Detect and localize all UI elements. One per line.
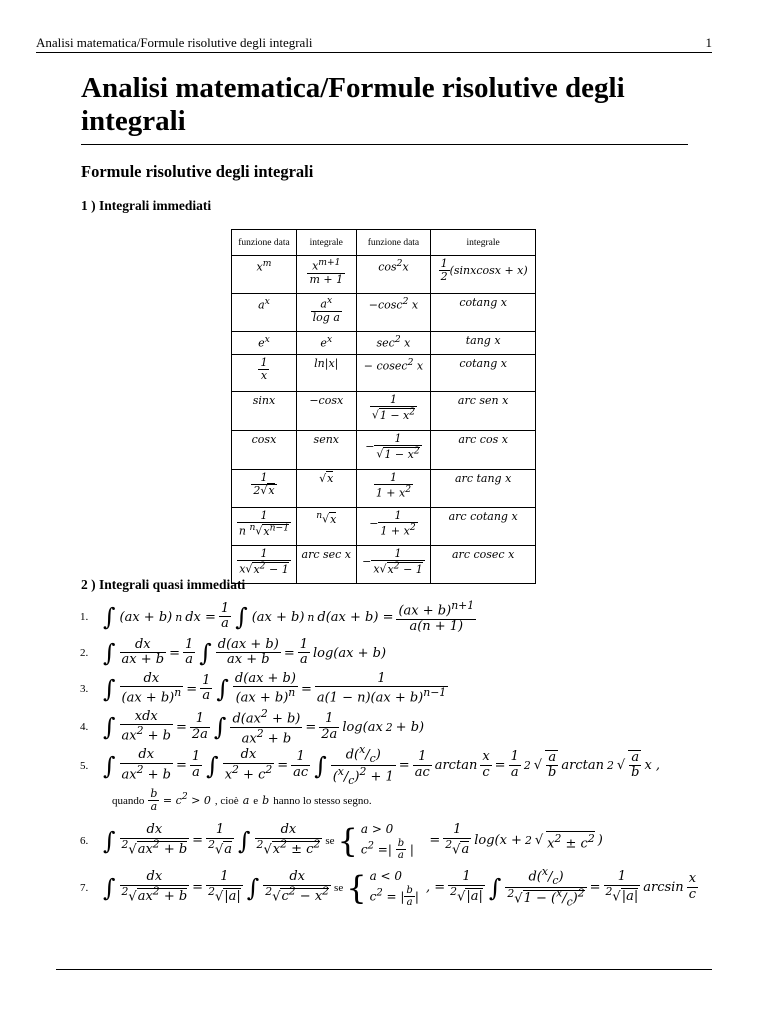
- table-header: funzione data: [356, 230, 431, 256]
- integrals-table: [231, 229, 536, 584]
- table-cell: arc sec x: [296, 546, 356, 584]
- formula-item: [80, 866, 698, 909]
- formula-item: [80, 820, 603, 862]
- subtitle: Formule risolutive degli integrali: [81, 162, 314, 181]
- table-cell: $\frac{1}{2}$ (sinxcosx + x): [431, 256, 536, 294]
- table-cell: $\cos^2x$: [356, 256, 431, 294]
- table-row: [232, 294, 536, 332]
- table-row: [232, 355, 536, 392]
- formula: ∫ $\frac{dx}{^2√ax^2 + b}$ = $\frac{1}{^2√a}$ ∫ $\frac{dx}{^2√x^2 \pm c^2}$ se { a > 0 $c^2$ =| $\frac{b}{a}$ | = $\frac{1}{^2√a}$ log(x + 2 √ $x^2 \pm c^2$ ): [103, 821, 603, 861]
- table-row: [232, 256, 536, 294]
- table-header: integrale: [296, 230, 356, 256]
- var-a: a: [242, 794, 250, 808]
- page-title: Analisi matematica/Formule risolutive degli integrali: [81, 72, 625, 137]
- formula-number: 6.: [80, 834, 89, 847]
- formula-number: 1.: [80, 611, 89, 624]
- table-cell: senx: [296, 431, 356, 470]
- table-cell: arc sen x: [431, 392, 536, 431]
- running-header: [36, 35, 712, 51]
- table-cell: $\sec^2 x$: [356, 332, 431, 355]
- formula: ∫ $\frac{dx}{ax + b}$ = $\frac{1}{a}$ ∫ $\frac{d(ax + b)}{ax + b}$ = $\frac{1}{a}$ log(ax + b): [103, 637, 387, 668]
- table-cell: −cosx: [296, 392, 356, 431]
- formula: ∫ $\frac{dx}{ax^2 + b}$ = $\frac{1}{a}$ ∫ $\frac{dx}{x^2 + c^2}$ = $\frac{1}{ac}$ ∫ $\frac{d(^x/_c)}{(^x/_c)^2 + 1}$ = $\frac{1}{ac}$ arctan $\frac{x}{c}$ = $\frac{1}{a}$ 2 √ $\frac{a}{b}$ arctan 2 √ $\frac{a}{b}$ x ,: [103, 743, 661, 787]
- table-header: funzione data: [232, 230, 297, 256]
- page-number: 1: [705, 35, 712, 50]
- table-cell: − $\frac{1}{x√x^2 - 1}$: [356, 546, 431, 584]
- table-cell: arc tang x: [431, 470, 536, 508]
- formula-item: [80, 744, 660, 787]
- formula: ∫ (ax + b) n dx = $\frac{1}{a}$ ∫ (ax + b) n d(ax + b) = $\frac{(ax + b)^{n+1}}{a(n + 1)}$: [103, 599, 475, 634]
- table-cell: $\frac{a^x}{\text{log a}}$: [296, 294, 356, 332]
- table-cell: −cosc$^2$ x: [356, 294, 431, 332]
- var-b: b: [262, 794, 270, 808]
- table-row: [232, 470, 536, 508]
- title-rule: [81, 144, 688, 145]
- table-cell: sinx: [232, 392, 297, 431]
- note-quando: quando: [112, 794, 145, 807]
- footer-rule: [56, 969, 712, 970]
- table-cell: $e^x$: [232, 332, 297, 355]
- table-cell: $\frac{1}{2√x}$: [232, 470, 297, 508]
- table-cell: arc cosec x: [431, 546, 536, 584]
- formula-item: [80, 708, 424, 747]
- table-header: integrale: [431, 230, 536, 256]
- running-title: Analisi matematica/Formule risolutive degli integrali: [36, 35, 313, 50]
- formula-number: 7.: [80, 881, 89, 894]
- table-cell: $a^x$: [232, 294, 297, 332]
- section-heading-1: 1 ) Integrali immediati: [81, 198, 212, 213]
- table-row: [232, 546, 536, 584]
- table-cell: $x^m$: [232, 256, 297, 294]
- table-cell: $e^x$: [296, 332, 356, 355]
- formula: ∫ $\frac{dx}{(ax + b)^n}$ = $\frac{1}{a}$ ∫ $\frac{d(ax + b)}{(ax + b)^n}$ = $\frac{1}{a(1 - n)(ax + b)^{n-1}}$: [103, 671, 447, 706]
- table-cell: $\frac{x^{m+1}}{m + 1}$: [296, 256, 356, 294]
- formula: ∫ $\frac{dx}{^2√ax^2 + b}$ = $\frac{1}{^2√|a|}$ ∫ $\frac{dx}{^2√c^2 - x^2}$ se { a < 0 $c^2$ = | $\frac{b}{a}$ | , = $\frac{1}{^2√|a|}$ ∫ $\frac{d(^x/_c)}{^2√1 - (^x/_c)^2}$ = $\frac{1}{^2√|a|}$ arcsin $\frac{x}{c}$: [103, 865, 697, 909]
- table-cell: arc cotang x: [431, 508, 536, 546]
- table-cell: − $\frac{1}{√1 - x^2}$: [356, 431, 431, 470]
- table-row: [232, 392, 536, 431]
- table-cell: − cosec$^2$ x: [356, 355, 431, 392]
- table-cell: $\frac{1}{n ^n√x^{n-1}}$: [232, 508, 297, 546]
- table-cell: cosx: [232, 431, 297, 470]
- formula-number: 3.: [80, 683, 89, 696]
- table-cell: $\frac{1}{x}$: [232, 355, 297, 392]
- condition-note: [112, 788, 372, 814]
- formula-number: 4.: [80, 721, 89, 734]
- formula-item: [80, 600, 476, 635]
- condition-formula: $\frac{b}{a}$ = $c^2 > 0$: [150, 787, 211, 814]
- note-segno: hanno lo stesso segno.: [273, 794, 372, 807]
- section-heading-2: 2 ) Integrali quasi immediati: [81, 577, 246, 592]
- table-cell: cotang x: [431, 355, 536, 392]
- header-rule: [36, 52, 712, 53]
- se-label: se: [325, 834, 335, 847]
- table-header-row: [232, 230, 536, 256]
- table-row: [232, 332, 536, 355]
- note-e: e: [253, 794, 259, 807]
- table-cell: $\frac{1}{x√x^2 - 1}$: [232, 546, 297, 584]
- formula: ∫ $\frac{\text{xdx}}{ax^2 + b}$ = $\frac{1}{2a}$ ∫ $\frac{d(ax^2 + b)}{ax^2 + b}$ = $\frac{1}{2a}$ log(ax 2 + b): [103, 707, 425, 746]
- formula-item: [80, 638, 386, 668]
- table-row: [232, 508, 536, 546]
- table-cell: $^n$√x: [296, 508, 356, 546]
- formula-number: 5.: [80, 759, 89, 772]
- table-cell: tang x: [431, 332, 536, 355]
- table-cell: cotang x: [431, 294, 536, 332]
- table-cell: √x: [296, 470, 356, 508]
- note-cioe: , cioè: [214, 794, 239, 807]
- formula-item: [80, 672, 448, 707]
- table-cell: arc cos x: [431, 431, 536, 470]
- table-cell: $\frac{1}{1 + x^2}$: [356, 470, 431, 508]
- table-cell: $\frac{1}{√1 - x^2}$: [356, 392, 431, 431]
- se-label: se: [334, 881, 344, 894]
- table-row: [232, 431, 536, 470]
- table-cell: − $\frac{1}{1 + x^2}$: [356, 508, 431, 546]
- table-cell: ln|x|: [296, 355, 356, 392]
- formula-number: 2.: [80, 647, 89, 660]
